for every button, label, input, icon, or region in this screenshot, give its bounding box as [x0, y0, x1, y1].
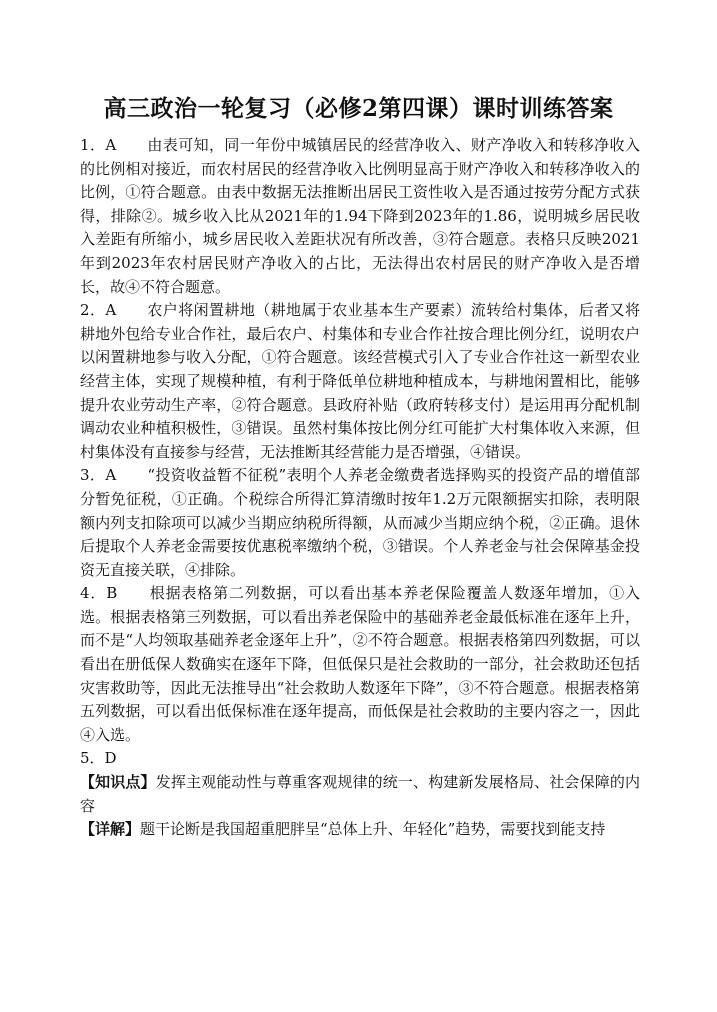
- answer-3-text: “投资收益暂不征税”表明个人养老金缴费者选择购买的投资产品的增值部分暂免征税，①正确。个税综合所得汇算清缴时按年1.2万元限额据实扣除，表明限额内列支扣除项可以减少当期应纳税所得额，从而减少当期应纳个税，②正确。退休后提取个人养老金需要按优惠税率缴纳个税，③错误。个人养老金与社会保障基金投资无直接关联，④排除。: [80, 466, 640, 579]
- detail-explanation: [80, 818, 640, 842]
- answer-1-text: 由表可知，同一年份中城镇居民的经营净收入、财产净收入和转移净收入的比例相对接近，而农村居民的经营净收入比例明显高于财产净收入和转移净收入的比例，①符合题意。由表中数据无法推断出居民工资性收入是否通过按劳分配方式获得，排除②。城乡收入比从2021年的1.94下降到2023年的1.86，说明城乡居民收入差距有所缩小，城乡居民收入差距状况有所改善，③符合题意。表格只反映2021年到2023年农村居民财产净收入的占比，无法得出农村居民的财产净收入是否增长，故④不符合题意。: [80, 136, 640, 296]
- detail-label: 【详解】: [80, 820, 141, 839]
- answer-4-text: 根据表格第二列数据，可以看出基本养老保险覆盖人数逐年增加，①入选。根据表格第三列数据，可以看出养老保险中的基础养老金最低标准在逐年上升，而不是“人均领取基础养老金逐年上升”，②不符合题意。根据表格第四列数据，可以看出在册低保人数确实在逐年下降，但低保只是社会救助的一部分，社会救助还包括灾害救助等，因此无法推导出“社会救助人数逐年下降”，③不符合题意。根据表格第五列数据，可以看出低保标准在逐年提高，而低保是社会救助的主要内容之一，因此④入选。: [80, 584, 640, 744]
- answer-2-prefix: 2．A: [80, 301, 117, 320]
- answer-1: [80, 134, 640, 299]
- answer-3: [80, 464, 640, 582]
- answer-4: [80, 582, 640, 747]
- knowledge-point: [80, 771, 640, 818]
- detail-text: 题干论断是我国超重肥胖呈“总体上升、年轻化”趋势，需要找到能支持: [140, 820, 606, 839]
- page-title: 高三政治一轮复习（必修2第四课）课时训练答案: [103, 95, 614, 122]
- answer-1-prefix: 1．A: [80, 136, 117, 154]
- answer-3-prefix: 3．A: [80, 466, 117, 485]
- answer-5: [80, 747, 640, 771]
- knowledge-label: 【知识点】: [80, 773, 156, 792]
- answer-2-text: 农户将闲置耕地（耕地属于农业基本生产要素）流转给村集体，后者又将耕地外包给专业合作社，最后农户、村集体和专业合作社按合理比例分红，说明农户以闲置耕地参与收入分配，①符合题意。该经营模式引入了专业合作社这一新型农业经营主体，实现了规模种植，有利于降低单位耕地种植成本，与耕地闲置相比，能够提升农业劳动生产率，②符合题意。县政府补贴（政府转移支付）是运用再分配机制调动农业种植积极性，③错误。虽然村集体按比例分红可能扩大村集体收入来源，但村集体没有直接参与经营，无法推断其经营能力是否增强，④错误。: [80, 301, 640, 461]
- answer-body: [80, 134, 640, 842]
- answer-4-prefix: 4．B: [80, 584, 118, 603]
- answer-5-prefix: 5．D: [80, 749, 117, 768]
- knowledge-text: 发挥主观能动性与尊重客观规律的统一、构建新发展格局、社会保障的内容: [80, 773, 640, 815]
- answer-2: [80, 299, 640, 464]
